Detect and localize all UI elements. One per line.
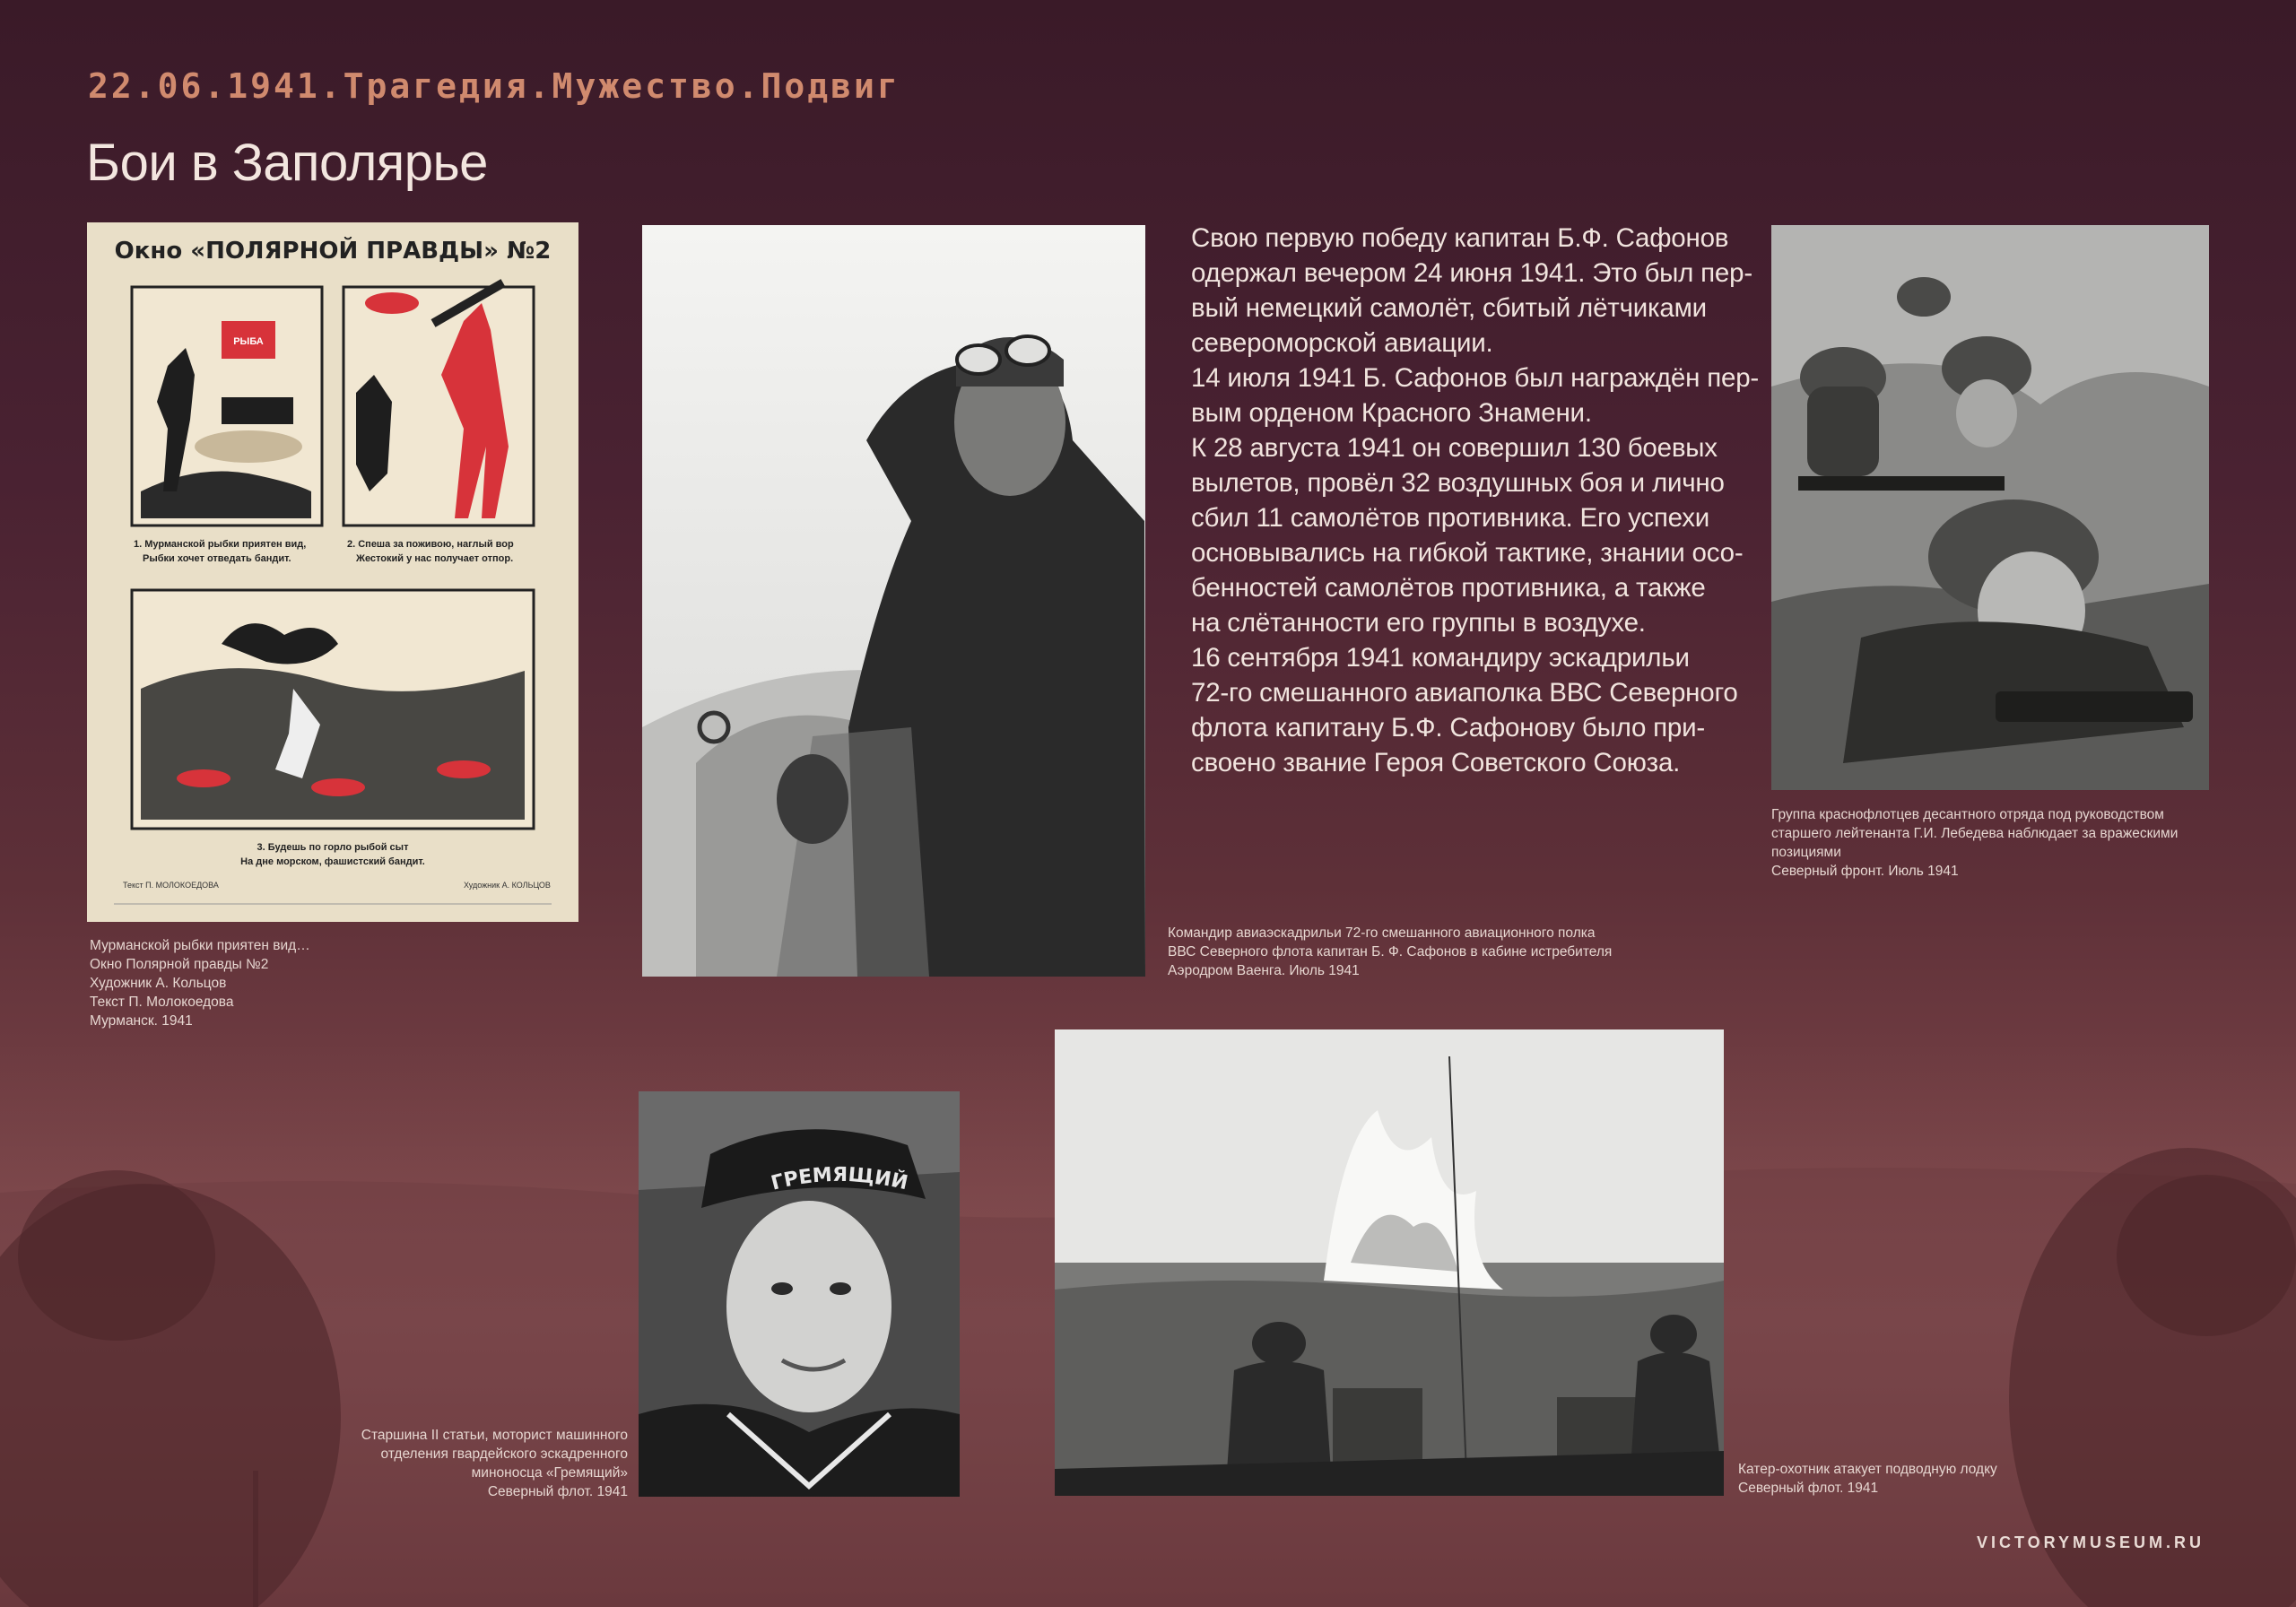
article-line: бенностей самолётов противника, а также <box>1191 573 1706 603</box>
caption-line: Окно Полярной правды №2 <box>90 957 269 972</box>
article-line: сбил 11 самолётов противника. Его успехи <box>1191 503 1710 533</box>
site-link[interactable]: VICTORYMUSEUM.RU <box>1976 1533 2205 1551</box>
pilot-caption <box>1168 924 1612 980</box>
caption-line: Северный фронт. Июль 1941 <box>1771 864 1959 879</box>
soldiers-photo <box>1771 225 2209 790</box>
boat-caption <box>1738 1460 1997 1498</box>
pilot-photo <box>642 225 1145 977</box>
poster-caption <box>90 936 310 1030</box>
caption-line: Катер-охотник атакует подводную лодку <box>1738 1462 1997 1477</box>
article-line: основывались на гибкой тактике, знании осо- <box>1191 538 1744 568</box>
caption-line: Командир авиаэскадрильи 72-го смешанного авиационного полка <box>1168 925 1596 941</box>
caption-line: Группа краснофлотцев десантного отряда под руководством <box>1771 807 2164 822</box>
caption-line: Мурманск. 1941 <box>90 1013 193 1029</box>
poster-footer-right: Художник А. КОЛЬЦОВ <box>464 881 551 890</box>
caption-line: старшего лейтенанта Г.И. Лебедева наблюдает за вражескими <box>1771 826 2179 841</box>
poster-panel1-caption-2: Рыбки хочет отведать бандит. <box>143 553 291 564</box>
caption-line: миноносца «Гремящий» <box>471 1465 628 1481</box>
poster-panel3-caption-2: На дне морском, фашистский бандит. <box>240 856 425 867</box>
article-text <box>1191 221 1760 780</box>
poster-panel2-caption-1: 2. Спеша за поживою, наглый вор <box>347 539 514 550</box>
caption-line: Текст П. Молокоедова <box>90 995 234 1010</box>
caption-line: Аэродром Ваенга. Июль 1941 <box>1168 963 1360 978</box>
article-line: 16 сентября 1941 командиру эскадрильи <box>1191 643 1690 673</box>
poster-footer-left: Текст П. МОЛОКОЕДОВА <box>123 881 219 890</box>
article-line: К 28 августа 1941 он совершил 130 боевых <box>1191 433 1718 463</box>
poster-can-label: РЫБА <box>233 336 264 347</box>
article-line: вый немецкий самолёт, сбитый лётчиками <box>1191 293 1707 323</box>
sailor-cap-text: ГРЕМЯЩИЙ <box>769 1163 910 1195</box>
page-title: Бои в Заполярье <box>86 134 488 192</box>
sailor-photo <box>639 1091 960 1497</box>
caption-line: Северный флот. 1941 <box>487 1484 628 1499</box>
caption-line: Старшина II статьи, моторист машинного <box>361 1428 628 1443</box>
article-line: флота капитану Б.Ф. Сафонову было при- <box>1191 713 1706 743</box>
article-line: вылетов, провёл 32 воздушных боя и лично <box>1191 468 1725 498</box>
article-line: североморской авиации. <box>1191 328 1493 358</box>
article-line: на слётанности его группы в воздухе. <box>1191 608 1646 638</box>
poster-panel1-caption-1: 1. Мурманской рыбки приятен вид, <box>134 539 307 550</box>
caption-line: Художник А. Кольцов <box>90 976 227 991</box>
caption-line: отделения гвардейского эскадренного <box>380 1446 628 1462</box>
article-line: одержал вечером 24 июня 1941. Это был пер- <box>1191 258 1752 288</box>
article-line: Свою первую победу капитан Б.Ф. Сафонов <box>1191 223 1729 253</box>
poster-heading: Окно «ПОЛЯРНОЙ ПРАВДЫ» №2 <box>114 238 552 265</box>
caption-line: Северный флот. 1941 <box>1738 1481 1879 1496</box>
caption-line: позициями <box>1771 845 1841 860</box>
poster-panel3-caption-1: 3. Будешь по горло рыбой сыт <box>257 842 409 853</box>
caption-line: Мурманской рыбки приятен вид… <box>90 938 310 953</box>
boat-photo <box>1055 1029 1724 1496</box>
series-title: 22.06.1941.Трагедия.Мужество.Подвиг <box>88 66 900 106</box>
caption-line: ВВС Северного флота капитан Б. Ф. Сафонов в кабине истребителя <box>1168 944 1613 960</box>
soldiers-caption <box>1771 805 2178 881</box>
article-line: 72-го смешанного авиаполка ВВС Северного <box>1191 678 1738 708</box>
poster-image <box>87 222 578 922</box>
article-line: своено звание Героя Советского Союза. <box>1191 748 1681 777</box>
article-line: 14 июля 1941 Б. Сафонов был награждён пер- <box>1191 363 1760 393</box>
sailor-caption <box>269 1426 628 1501</box>
article-line: вым орденом Красного Знамени. <box>1191 398 1592 428</box>
poster-panel2-caption-2: Жестокий у нас получает отпор. <box>356 553 514 564</box>
